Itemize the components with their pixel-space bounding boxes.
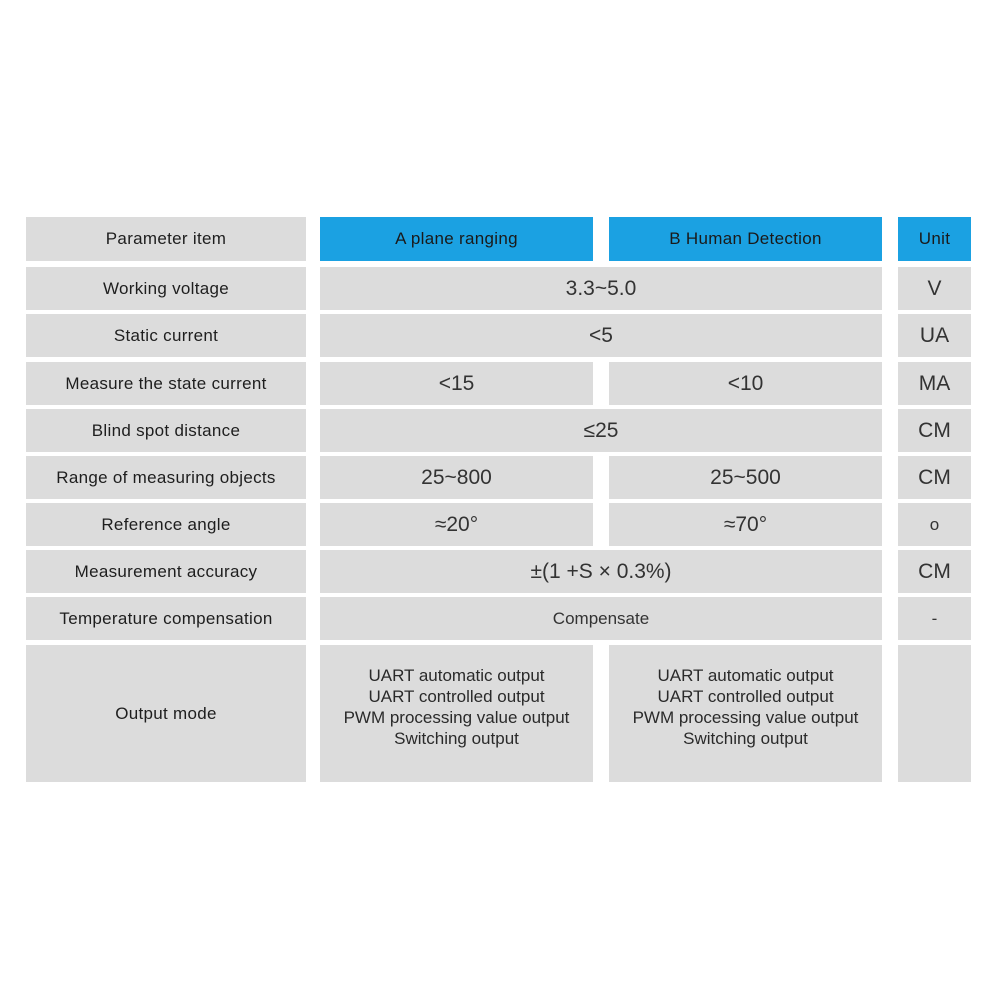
output-line: Switching output (394, 728, 519, 748)
header-b-human-detection (609, 217, 882, 261)
row-b-value-cell (609, 362, 882, 405)
row-shared-value: ±(1 +S × 0.3%) (530, 559, 672, 583)
row-param-cell (26, 503, 306, 546)
row-shared-value-cell (320, 314, 882, 357)
row-unit: - (931, 608, 938, 628)
row-param-cell (26, 550, 306, 593)
row-a-value: <15 (438, 371, 475, 395)
row-unit: MA (918, 371, 951, 395)
header-a-plane-ranging (320, 217, 593, 261)
header-unit-label: Unit (918, 229, 951, 248)
header-unit (898, 217, 971, 261)
row-unit-cell (898, 550, 971, 593)
row-shared-value: ≤25 (583, 418, 619, 442)
output-line: PWM processing value output (632, 707, 859, 727)
row-unit-cell (898, 456, 971, 499)
row-param-cell (26, 456, 306, 499)
row-param-label: Temperature compensation (59, 608, 273, 628)
row-param-cell (26, 362, 306, 405)
output-line: PWM processing value output (343, 707, 570, 727)
row-param-label: Blind spot distance (91, 420, 241, 440)
row-a-value-cell (320, 456, 593, 499)
row-unit: UA (919, 323, 950, 347)
row-unit: CM (918, 418, 951, 442)
output-line: Switching output (683, 728, 808, 748)
row-unit: CM (918, 559, 951, 583)
row-b-value-cell (609, 456, 882, 499)
header-parameter-label: Parameter item (105, 229, 227, 248)
row-param-label: Reference angle (101, 514, 231, 534)
output-line: UART automatic output (657, 665, 834, 685)
row-a-value: ≈20° (434, 512, 479, 536)
row-b-output-list (609, 645, 882, 782)
row-unit-cell (898, 503, 971, 546)
row-a-value-cell (320, 503, 593, 546)
row-param-label: Working voltage (102, 278, 230, 298)
row-shared-value-cell (320, 409, 882, 452)
row-unit-cell (898, 362, 971, 405)
header-b-label: B Human Detection (669, 229, 822, 248)
row-shared-value-cell (320, 597, 882, 640)
header-parameter-item (26, 217, 306, 261)
row-unit-cell (898, 314, 971, 357)
row-param-cell (26, 597, 306, 640)
row-shared-value: 3.3~5.0 (565, 276, 637, 300)
row-param-cell (26, 409, 306, 452)
row-unit: V (927, 276, 942, 300)
output-line: UART controlled output (368, 686, 545, 706)
row-b-value: ≈70° (723, 512, 768, 536)
row-param-label: Static current (113, 325, 219, 345)
row-b-value: 25~500 (710, 465, 781, 489)
row-param-cell (26, 645, 306, 782)
row-b-value-cell (609, 503, 882, 546)
row-a-value: 25~800 (421, 465, 492, 489)
row-a-output-list (320, 645, 593, 782)
output-line: UART controlled output (657, 686, 834, 706)
row-param-cell (26, 267, 306, 310)
row-unit-cell (898, 267, 971, 310)
row-param-label: Measure the state current (65, 373, 267, 393)
row-shared-value-cell (320, 267, 882, 310)
row-unit-cell (898, 409, 971, 452)
row-param-label: Range of measuring objects (56, 467, 276, 487)
row-unit: o (929, 514, 940, 534)
row-shared-value: <5 (589, 323, 613, 347)
row-shared-value-cell (320, 550, 882, 593)
output-line: UART automatic output (368, 665, 545, 685)
row-unit-cell (898, 597, 971, 640)
row-param-cell (26, 314, 306, 357)
row-b-value: <10 (727, 371, 764, 395)
row-shared-value: Compensate (552, 608, 650, 628)
header-a-label: A plane ranging (395, 229, 518, 248)
row-unit: CM (918, 465, 951, 489)
row-param-label: Measurement accuracy (74, 561, 258, 581)
row-a-value-cell (320, 362, 593, 405)
row-param-label: Output mode (115, 703, 217, 723)
row-unit-cell (898, 645, 971, 782)
